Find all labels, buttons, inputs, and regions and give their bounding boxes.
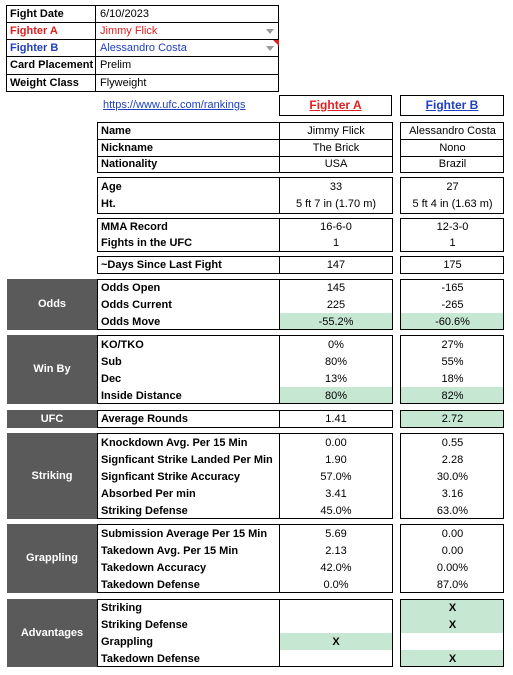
sub-b: 55% (441, 356, 464, 368)
knockdown-a: 0.00 (325, 437, 347, 449)
adv-td-defense-label: Takedown Defense (101, 653, 200, 665)
avg-rounds-label: Average Rounds (101, 413, 189, 425)
fighter-a-select[interactable]: Jimmy Flick (100, 25, 158, 37)
ufc-fights-label: Fights in the UFC (101, 237, 193, 249)
adv-striking-label: Striking (101, 602, 142, 614)
odds-move-a: -55.2% (318, 316, 354, 328)
striking-defense-b: 63.0% (436, 505, 469, 517)
odds-open-b: -165 (441, 282, 464, 294)
nickname-a: The Brick (312, 142, 360, 154)
sig-strike-landed-a: 1.90 (325, 454, 347, 466)
odds-move-b: -60.6% (435, 316, 470, 328)
takedown-accuracy-label: Takedown Accuracy (101, 562, 207, 574)
odds-move-label: Odds Move (101, 316, 161, 328)
takedown-defense-label: Takedown Defense (101, 579, 200, 591)
dropdown-caret-icon[interactable] (266, 46, 274, 51)
takedown-accuracy-a: 42.0% (320, 562, 352, 574)
advantages-section-title: Advantages (7, 599, 97, 667)
nationality-b: Brazil (438, 158, 467, 170)
odds-open-label: Odds Open (101, 282, 161, 294)
adv-striking-defense-label: Striking Defense (101, 619, 188, 631)
takedown-defense-a: 0.0% (323, 579, 349, 591)
age-b: 27 (446, 181, 459, 193)
sig-strike-accuracy-b: 30.0% (436, 471, 469, 483)
fighter-b-header: Fighter B (400, 95, 504, 116)
fight-date-label: Fight Date (10, 8, 64, 20)
takedown-accuracy-b: 0.00% (436, 562, 469, 574)
sub-avg-b: 0.00 (441, 528, 464, 540)
sig-strike-accuracy-a: 57.0% (320, 471, 352, 483)
card-placement-value[interactable]: Prelim (100, 59, 132, 71)
knockdown-label: Knockdown Avg. Per 15 Min (101, 437, 248, 449)
takedown-avg-label: Takedown Avg. Per 15 Min (101, 545, 239, 557)
days-label: ~Days Since Last Fight (101, 259, 222, 271)
odds-open-a: 145 (326, 282, 346, 294)
striking-section-title: Striking (7, 433, 97, 519)
age-a: 33 (329, 181, 343, 193)
striking-defense-a: 45.0% (320, 505, 352, 517)
fighter-a-label: Fighter A (10, 25, 58, 37)
nationality-a: USA (324, 158, 348, 170)
age-label: Age (101, 181, 122, 193)
rankings-link[interactable]: https://www.ufc.com/rankings (103, 99, 246, 111)
inside-distance-b: 82% (441, 390, 464, 402)
dec-b: 18% (441, 373, 464, 385)
adv-striking-b: X (448, 602, 457, 614)
inside-distance-label: Inside Distance (101, 390, 182, 402)
adv-striking-defense-b: X (448, 619, 457, 631)
fighter-b-select[interactable]: Alessandro Costa (100, 42, 187, 54)
takedown-avg-a: 2.13 (325, 545, 347, 557)
weight-class-value[interactable]: Flyweight (100, 77, 147, 89)
info-divider (95, 5, 96, 92)
days-a: 147 (326, 259, 346, 271)
winby-section-title: Win By (7, 335, 97, 404)
sub-avg-a: 5.69 (325, 528, 347, 540)
fighter-a-header: Fighter A (279, 95, 392, 116)
inside-distance-a: 80% (324, 390, 348, 402)
odds-current-b: -265 (441, 299, 464, 311)
card-placement-label: Card Placement (10, 59, 94, 71)
mma-record-label: MMA Record (101, 221, 168, 233)
avg-rounds-a: 1.41 (325, 413, 347, 425)
ufc-fights-b: 1 (449, 237, 456, 249)
height-a: 5 ft 7 in (1.70 m) (295, 198, 377, 210)
dropdown-caret-icon[interactable] (266, 29, 274, 34)
striking-defense-label: Striking Defense (101, 505, 188, 517)
ko-tko-label: KO/TKO (101, 339, 144, 351)
ufc-fights-a: 1 (332, 237, 340, 249)
fighter-b-label: Fighter B (10, 42, 59, 54)
info-row-line (6, 56, 279, 57)
sig-strike-accuracy-label: Signficant Strike Accuracy (101, 471, 240, 483)
nickname-label: Nickname (101, 142, 153, 154)
grappling-section-title: Grappling (7, 524, 97, 593)
ko-tko-a: 0% (328, 339, 344, 351)
takedown-avg-b: 0.00 (441, 545, 464, 557)
dec-a: 13% (324, 373, 348, 385)
adv-grappling-a: X (332, 636, 340, 648)
takedown-defense-b: 87.0% (436, 579, 469, 591)
weight-class-label: Weight Class (10, 77, 79, 89)
nickname-b: Nono (439, 142, 466, 154)
info-row-line (6, 22, 279, 23)
fight-date-value[interactable]: 6/10/2023 (100, 8, 149, 20)
mma-record-a: 16-6-0 (320, 221, 352, 233)
ko-tko-b: 27% (441, 339, 464, 351)
odds-current-a: 225 (326, 299, 346, 311)
info-row-line (6, 74, 279, 75)
adv-grappling-label: Grappling (101, 636, 153, 648)
sub-label: Sub (101, 356, 122, 368)
sig-strike-landed-b: 2.28 (441, 454, 464, 466)
info-row-line (6, 39, 279, 40)
avg-rounds-b: 2.72 (441, 413, 464, 425)
odds-section-title: Odds (7, 279, 97, 330)
name-b: Alessandro Costa (409, 125, 496, 137)
dec-label: Dec (101, 373, 122, 385)
odds-current-label: Odds Current (101, 299, 172, 311)
adv-td-defense-b: X (448, 653, 457, 665)
absorbed-a: 3.41 (325, 488, 347, 500)
mma-record-b: 12-3-0 (436, 221, 469, 233)
days-b: 175 (443, 259, 462, 271)
sig-strike-landed-label: Signficant Strike Landed Per Min (101, 454, 273, 466)
height-label: Ht. (101, 198, 116, 210)
name-label: Name (101, 125, 131, 137)
absorbed-label: Absorbed Per min (101, 488, 196, 500)
ufc-section-title: UFC (7, 410, 97, 428)
comment-indicator-icon[interactable] (273, 40, 279, 46)
height-b: 5 ft 4 in (1.63 m) (412, 198, 493, 210)
name-a: Jimmy Flick (307, 125, 365, 137)
knockdown-b: 0.55 (441, 437, 464, 449)
nationality-label: Nationality (101, 158, 158, 170)
sub-a: 80% (324, 356, 348, 368)
sub-avg-label: Submission Average Per 15 Min (101, 528, 268, 540)
absorbed-b: 3.16 (441, 488, 464, 500)
